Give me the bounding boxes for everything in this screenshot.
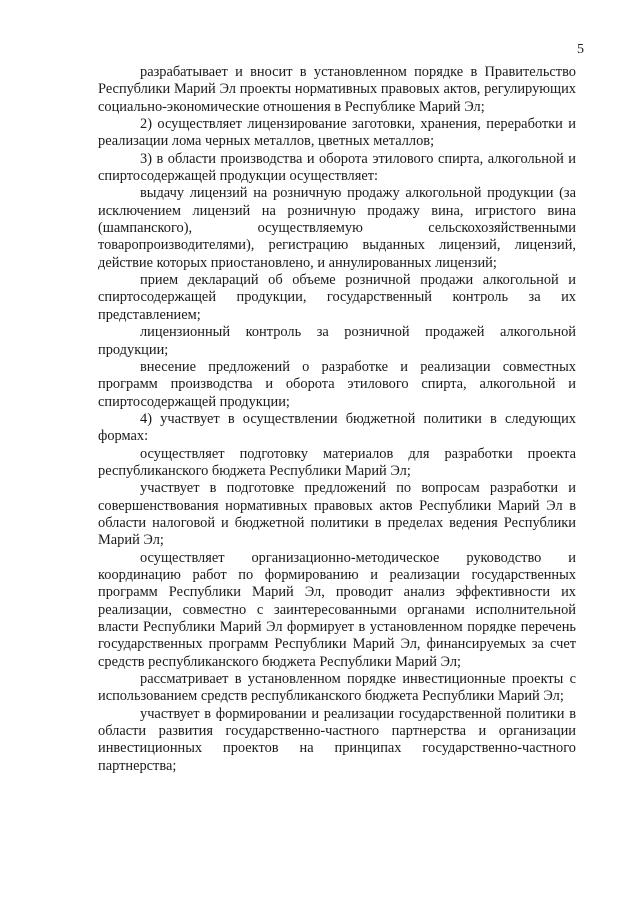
paragraph: 3) в области производства и оборота этилового спирта, алкогольной и спиртосодержащей продукции осуществляет: <box>98 150 576 185</box>
paragraph: выдачу лицензий на розничную продажу алкогольной продукции (за исключением лицензий на розничную продажу вина, игристого вина (шампанского), осуществляемую сельскохозяйственными товаропроизводителями), регистрацию выданных лицензий, лицензий, действие которых приостановлено, и аннулированных лицензий; <box>98 185 576 271</box>
paragraph: осуществляет подготовку материалов для разработки проекта республиканского бюджета Республики Марий Эл; <box>98 445 576 479</box>
paragraph: прием деклараций об объеме розничной продажи алкогольной и спиртосодержащей продукции, государственный контроль за их представлением; <box>98 272 576 323</box>
paragraph: участвует в формировании и реализации государственной политики в области развития государственно-частного партнерства и организации инвестиционных проектов на принципах государственно-частного партнерства; <box>98 705 576 774</box>
paragraph: участвует в подготовке предложений по вопросам разработки и совершенствования нормативных правовых актов Республики Марий Эл в области налоговой и бюджетной политики в пределах ведения Республики Марий Эл; <box>98 480 576 549</box>
body-text <box>98 64 576 775</box>
paragraph: внесение предложений о разработке и реализации совместных программ производства и оборота этилового спирта, алкогольной и спиртосодержащей продукции; <box>98 358 576 410</box>
paragraph: 4) участвует в осуществлении бюджетной политики в следующих формах: <box>98 410 576 445</box>
paragraph: осуществляет организационно-методическое руководство и координацию работ по формированию и реализации государственных программ Республики Марий Эл, проводит анализ эффективности их реализации, совместно с заинтересованными органами исполнительной власти Республики Марий Эл формирует в установленном порядке перечень государственных программ Республики Марий Эл, финансируемых за счет средств республиканского бюджета Республики Марий Эл; <box>98 549 576 670</box>
paragraph: рассматривает в установленном порядке инвестиционные проекты с использованием средств республиканского бюджета Республики Марий Эл; <box>98 671 576 705</box>
paragraph: 2) осуществляет лицензирование заготовки, хранения, переработки и реализации лома черных металлов, цветных металлов; <box>98 116 576 150</box>
paragraph: разрабатывает и вносит в установленном порядке в Правительство Республики Марий Эл проекты нормативных правовых актов, регулирующих социально-экономические отношения в Республике Марий Эл; <box>98 64 576 115</box>
paragraph: лицензионный контроль за розничной продажей алкогольной продукции; <box>98 324 576 358</box>
page-number: 5 <box>577 42 584 57</box>
